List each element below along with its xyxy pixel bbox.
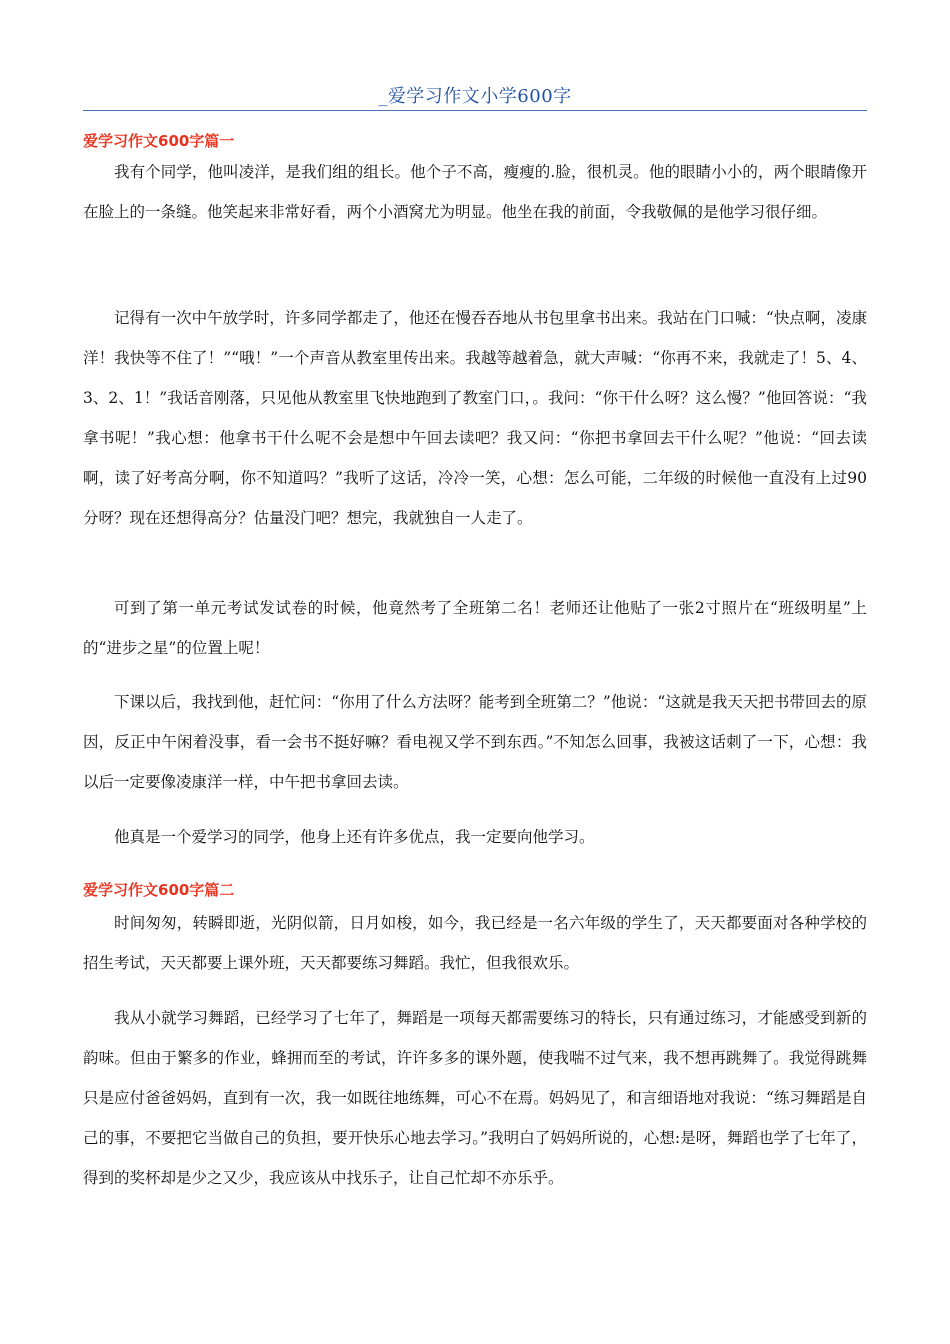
paragraph: 时间匆匆，转瞬即逝，光阴似箭，日月如梭，如今，我已经是一名六年级的学生了，天天都要面对各种学校的招生考试，天天都要上课外班，天天都要练习舞蹈。我忙，但我很欢乐。	[83, 914, 867, 972]
page-header	[83, 80, 867, 111]
paragraph: 下课以后，我找到他，赶忙问：“你用了什么方法呀？能考到全班第二？”他说：“这就是我天天把书带回去的原因，反正中午闲着没事，看一会书不挺好嘛？看电视又学不到东西。”不知怎么回事，我被这话刺了一下，心想：我以后一定要像凌康洋一样，中午把书拿回去读。	[83, 693, 867, 791]
section-heading-2: 爱学习作文600字篇二	[83, 881, 235, 899]
section-heading-1: 爱学习作文600字篇一	[83, 132, 235, 150]
paragraph: 我有个同学，他叫凌洋，是我们组的组长。他个子不高，瘦瘦的.脸，很机灵。他的眼睛小小的，两个眼睛像开在脸上的一条缝。他笑起来非常好看，两个小酒窝尤为明显。他坐在我的前面，令我敬佩的是他学习很仔细。	[83, 163, 867, 221]
document-title: _爱学习作文小学600字	[378, 86, 572, 107]
paragraph: 记得有一次中午放学时，许多同学都走了，他还在慢吞吞地从书包里拿书出来。我站在门口喊：“快点啊，凌康洋！我快等不住了！”“哦！”一个声音从教室里传出来。我越等越着急，就大声喊：“你再不来，我就走了！5、4、3、2、1！”我话音刚落，只见他从教室里飞快地跑到了教室门口，。我问：“你干什么呀？这么慢？”他回答说：“我拿书呢！”我心想：他拿书干什么呢不会是想中午回去读吧？我又问：“你把书拿回去干什么呢？”他说：“回去读啊，读了好考高分啊，你不知道吗？”我听了这话，冷冷一笑，心想：怎么可能，二年级的时候他一直没有上过90分呀？现在还想得高分？估量没门吧？想完，我就独自一人走了。	[83, 309, 867, 527]
paragraph: 他真是一个爱学习的同学，他身上还有许多优点，我一定要向他学习。	[114, 828, 595, 846]
paragraph: 我从小就学习舞蹈，已经学习了七年了，舞蹈是一项每天都需要练习的特长，只有通过练习，才能感受到新的韵味。但由于繁多的作业，蜂拥而至的考试，许许多多的课外题，使我喘不过气来，我不想再跳舞了。我觉得跳舞只是应付爸爸妈妈，直到有一次，我一如既往地练舞，可心不在焉。妈妈见了，和言细语地对我说：“练习舞蹈是自己的事，不要把它当做自己的负担，要开快乐心地去学习。”我明白了妈妈所说的，心想:是呀，舞蹈也学了七年了，得到的奖杯却是少之又少，我应该从中找乐子，让自己忙却不亦乐乎。	[83, 1009, 867, 1187]
paragraph: 可到了第一单元考试发试卷的时候，他竟然考了全班第二名！老师还让他贴了一张2寸照片在“班级明星”上的“进步之星”的位置上呢！	[83, 599, 867, 657]
